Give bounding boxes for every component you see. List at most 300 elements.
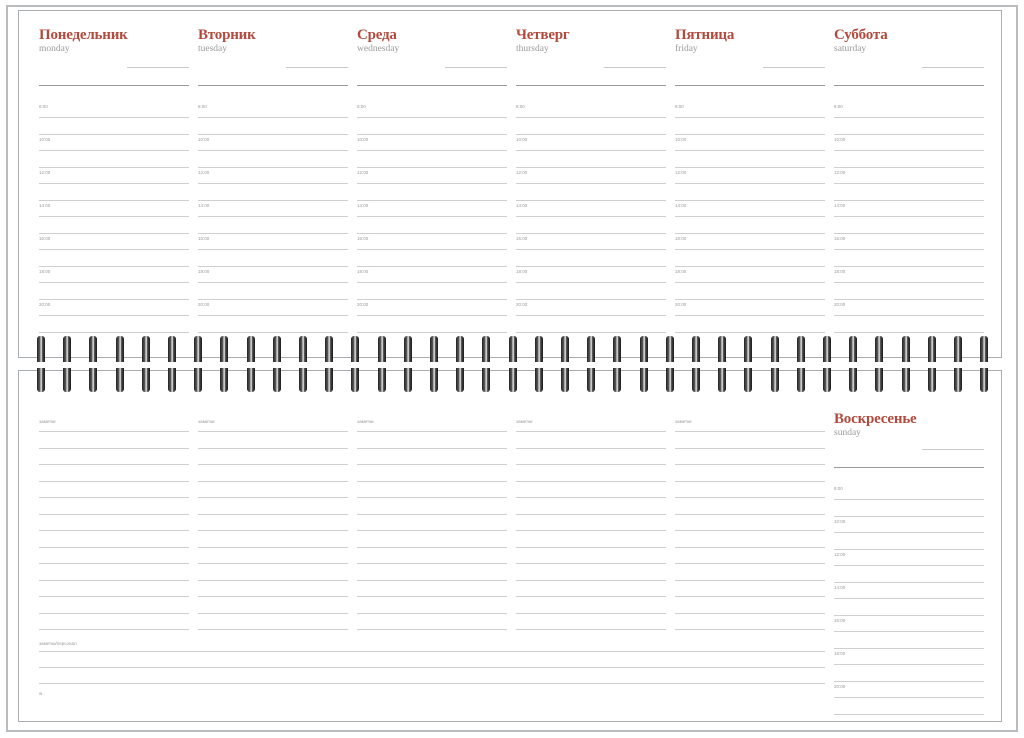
- spiral-coil-icon: [348, 336, 362, 392]
- writing-line[interactable]: [834, 499, 984, 500]
- hour-label: 16:00: [357, 236, 369, 241]
- writing-line[interactable]: [39, 315, 189, 316]
- spiral-coil-icon: [977, 336, 991, 392]
- spiral-coil-icon: [689, 336, 703, 392]
- writing-line[interactable]: [39, 167, 189, 168]
- writing-line[interactable]: [675, 514, 825, 515]
- writing-line[interactable]: [516, 431, 666, 432]
- planner-top-page: [18, 10, 1002, 358]
- date-line: [922, 449, 984, 450]
- writing-line[interactable]: [516, 596, 666, 597]
- notes-column: [39, 419, 189, 639]
- spiral-coil-icon: [375, 336, 389, 392]
- spiral-coil-icon: [113, 336, 127, 392]
- writing-line[interactable]: [198, 299, 348, 300]
- day-subtitle: tuesday: [198, 44, 228, 54]
- writing-line[interactable]: [675, 431, 825, 432]
- writing-line[interactable]: [39, 530, 189, 531]
- spiral-coil-icon: [86, 336, 100, 392]
- writing-line[interactable]: [675, 563, 825, 564]
- writing-line[interactable]: [516, 183, 666, 184]
- spiral-coil-icon: [558, 336, 572, 392]
- writing-line[interactable]: [516, 580, 666, 581]
- hour-label: 16:00: [516, 236, 528, 241]
- coil-gap: [217, 362, 231, 368]
- writing-line[interactable]: [834, 315, 984, 316]
- writing-line[interactable]: [39, 266, 189, 267]
- writing-line[interactable]: [39, 332, 189, 333]
- writing-line[interactable]: [198, 332, 348, 333]
- day-column-saturday: [834, 27, 984, 337]
- hour-label: 14:00: [675, 203, 687, 208]
- footer-notes-label: заметки/персонал: [39, 641, 77, 646]
- writing-line[interactable]: [357, 613, 507, 614]
- writing-line[interactable]: [834, 648, 984, 649]
- writing-line[interactable]: [198, 613, 348, 614]
- writing-line[interactable]: [516, 497, 666, 498]
- writing-line[interactable]: [357, 299, 507, 300]
- day-subtitle: thursday: [516, 44, 549, 54]
- day-title: Четверг: [516, 27, 570, 43]
- writing-line[interactable]: [39, 481, 189, 482]
- writing-line[interactable]: [675, 530, 825, 531]
- writing-line[interactable]: [39, 233, 189, 234]
- writing-line[interactable]: [198, 150, 348, 151]
- writing-line[interactable]: [357, 167, 507, 168]
- spiral-coil-icon: [794, 336, 808, 392]
- coil-gap: [139, 362, 153, 368]
- writing-line[interactable]: [357, 596, 507, 597]
- hour-label: 14:00: [516, 203, 528, 208]
- writing-line[interactable]: [357, 448, 507, 449]
- writing-line[interactable]: [516, 299, 666, 300]
- coil-gap: [977, 362, 991, 368]
- hour-label: 18:00: [834, 651, 846, 656]
- writing-line[interactable]: [198, 629, 348, 630]
- writing-line[interactable]: [834, 582, 984, 583]
- hour-label: 20:00: [675, 302, 687, 307]
- writing-line[interactable]: [516, 514, 666, 515]
- spiral-coil-icon: [872, 336, 886, 392]
- coil-gap: [872, 362, 886, 368]
- hour-label: 14:00: [834, 585, 846, 590]
- writing-line[interactable]: [834, 565, 984, 566]
- writing-line[interactable]: [675, 167, 825, 168]
- hour-label: 10:00: [516, 137, 528, 142]
- writing-line[interactable]: [834, 200, 984, 201]
- writing-line[interactable]: [834, 714, 984, 715]
- hour-label: 12:00: [834, 170, 846, 175]
- header-divider: [834, 467, 984, 468]
- writing-line[interactable]: [834, 664, 984, 665]
- hour-label: 10:00: [357, 137, 369, 142]
- writing-line[interactable]: [357, 200, 507, 201]
- notes-label: заметки: [516, 419, 533, 424]
- writing-line[interactable]: [198, 481, 348, 482]
- writing-line[interactable]: [39, 282, 189, 283]
- hour-label: 14:00: [198, 203, 210, 208]
- writing-line[interactable]: [198, 167, 348, 168]
- writing-line[interactable]: [357, 332, 507, 333]
- writing-line[interactable]: [39, 183, 189, 184]
- writing-line[interactable]: [675, 233, 825, 234]
- hour-label: 8:00: [834, 486, 843, 491]
- writing-line[interactable]: [834, 681, 984, 682]
- writing-line[interactable]: [516, 613, 666, 614]
- spiral-coil-icon: [217, 336, 231, 392]
- writing-line[interactable]: [516, 134, 666, 135]
- spiral-coil-icon: [637, 336, 651, 392]
- coil-gap: [532, 362, 546, 368]
- writing-line[interactable]: [834, 299, 984, 300]
- writing-line[interactable]: [675, 481, 825, 482]
- writing-line[interactable]: [516, 563, 666, 564]
- notes-column: [675, 419, 825, 639]
- writing-line[interactable]: [516, 464, 666, 465]
- writing-line[interactable]: [675, 448, 825, 449]
- hour-label: 16:00: [834, 618, 846, 623]
- hour-label: 10:00: [675, 137, 687, 142]
- writing-line[interactable]: [357, 629, 507, 630]
- hour-label: 16:00: [675, 236, 687, 241]
- header-divider: [198, 85, 348, 86]
- writing-line[interactable]: [516, 530, 666, 531]
- coil-gap: [296, 362, 310, 368]
- coil-gap: [165, 362, 179, 368]
- writing-line[interactable]: [39, 464, 189, 465]
- day-title: Понедельник: [39, 27, 128, 43]
- writing-line[interactable]: [39, 629, 189, 630]
- coil-gap: [60, 362, 74, 368]
- coil-gap: [637, 362, 651, 368]
- writing-line[interactable]: [39, 613, 189, 614]
- writing-line[interactable]: [357, 580, 507, 581]
- coil-gap: [34, 362, 48, 368]
- notes-column: [198, 419, 348, 639]
- writing-line[interactable]: [675, 315, 825, 316]
- header-divider: [834, 85, 984, 86]
- writing-line[interactable]: [198, 233, 348, 234]
- header-divider: [357, 85, 507, 86]
- writing-line[interactable]: [357, 431, 507, 432]
- writing-line[interactable]: [357, 464, 507, 465]
- writing-line[interactable]: [834, 697, 984, 698]
- spiral-binding-icon: [0, 336, 1024, 392]
- coil-gap: [741, 362, 755, 368]
- coil-gap: [794, 362, 808, 368]
- hour-label: 12:00: [357, 170, 369, 175]
- writing-line[interactable]: [675, 150, 825, 151]
- writing-line[interactable]: [198, 249, 348, 250]
- day-column-thursday: [516, 27, 666, 337]
- writing-line[interactable]: [834, 332, 984, 333]
- writing-line[interactable]: [834, 532, 984, 533]
- writing-line[interactable]: [198, 266, 348, 267]
- day-column-friday: [675, 27, 825, 337]
- writing-line[interactable]: [516, 233, 666, 234]
- writing-line[interactable]: [516, 481, 666, 482]
- writing-line[interactable]: [834, 249, 984, 250]
- writing-line[interactable]: [675, 200, 825, 201]
- writing-line[interactable]: [675, 117, 825, 118]
- writing-line[interactable]: [675, 134, 825, 135]
- writing-line[interactable]: [39, 580, 189, 581]
- writing-line[interactable]: [357, 530, 507, 531]
- writing-line[interactable]: [39, 299, 189, 300]
- day-title: Пятница: [675, 27, 735, 43]
- writing-line[interactable]: [357, 282, 507, 283]
- spiral-coil-icon: [899, 336, 913, 392]
- writing-line[interactable]: [675, 547, 825, 548]
- hour-label: 20:00: [357, 302, 369, 307]
- day-subtitle: wednesday: [357, 44, 400, 54]
- spiral-coil-icon: [165, 336, 179, 392]
- writing-line[interactable]: [675, 497, 825, 498]
- writing-line[interactable]: [198, 580, 348, 581]
- writing-line[interactable]: [834, 615, 984, 616]
- spiral-coil-icon: [820, 336, 834, 392]
- writing-line[interactable]: [675, 580, 825, 581]
- hour-label: 20:00: [516, 302, 528, 307]
- writing-line[interactable]: [516, 547, 666, 548]
- day-column-monday: [39, 27, 189, 337]
- hour-label: 10:00: [39, 137, 51, 142]
- writing-line[interactable]: [357, 563, 507, 564]
- writing-line[interactable]: [834, 282, 984, 283]
- coil-gap: [270, 362, 284, 368]
- writing-line[interactable]: [516, 150, 666, 151]
- writing-line[interactable]: [516, 117, 666, 118]
- hour-label: 16:00: [39, 236, 51, 241]
- writing-line[interactable]: [198, 282, 348, 283]
- writing-line[interactable]: [198, 216, 348, 217]
- writing-line[interactable]: [675, 629, 825, 630]
- day-title: Воскресенье: [834, 411, 917, 427]
- writing-line[interactable]: [39, 117, 189, 118]
- writing-line[interactable]: [357, 481, 507, 482]
- day-subtitle: friday: [675, 44, 698, 54]
- writing-line[interactable]: [834, 167, 984, 168]
- spiral-coil-icon: [401, 336, 415, 392]
- writing-line[interactable]: [39, 150, 189, 151]
- writing-line[interactable]: [516, 629, 666, 630]
- writing-line[interactable]: [39, 596, 189, 597]
- hour-label: 18:00: [675, 269, 687, 274]
- writing-line[interactable]: [675, 596, 825, 597]
- day-subtitle: saturday: [834, 44, 867, 54]
- coil-gap: [663, 362, 677, 368]
- writing-line[interactable]: [357, 117, 507, 118]
- writing-line[interactable]: [516, 200, 666, 201]
- writing-line[interactable]: [198, 183, 348, 184]
- writing-line[interactable]: [675, 266, 825, 267]
- writing-line[interactable]: [357, 547, 507, 548]
- footer-writing-line[interactable]: [39, 667, 825, 668]
- writing-line[interactable]: [39, 216, 189, 217]
- writing-line[interactable]: [39, 563, 189, 564]
- day-subtitle: monday: [39, 44, 70, 54]
- writing-line[interactable]: [39, 431, 189, 432]
- writing-line[interactable]: [198, 464, 348, 465]
- writing-line[interactable]: [357, 266, 507, 267]
- writing-line[interactable]: [675, 613, 825, 614]
- coil-gap: [86, 362, 100, 368]
- hour-label: 18:00: [357, 269, 369, 274]
- writing-line[interactable]: [675, 332, 825, 333]
- hour-label: 14:00: [39, 203, 51, 208]
- spiral-coil-icon: [925, 336, 939, 392]
- coil-gap: [191, 362, 205, 368]
- writing-line[interactable]: [39, 514, 189, 515]
- writing-line[interactable]: [834, 216, 984, 217]
- coil-gap: [768, 362, 782, 368]
- writing-line[interactable]: [39, 200, 189, 201]
- writing-line[interactable]: [834, 516, 984, 517]
- writing-line[interactable]: [834, 150, 984, 151]
- writing-line[interactable]: [198, 514, 348, 515]
- coil-gap: [348, 362, 362, 368]
- notes-label: заметки: [198, 419, 215, 424]
- spiral-coil-icon: [60, 336, 74, 392]
- writing-line[interactable]: [357, 216, 507, 217]
- hour-label: 8:00: [198, 104, 207, 109]
- day-column-tuesday: [198, 27, 348, 337]
- writing-line[interactable]: [198, 547, 348, 548]
- day-title: Суббота: [834, 27, 888, 43]
- spiral-coil-icon: [479, 336, 493, 392]
- writing-line[interactable]: [357, 249, 507, 250]
- writing-line[interactable]: [834, 266, 984, 267]
- spiral-coil-icon: [663, 336, 677, 392]
- writing-line[interactable]: [39, 249, 189, 250]
- writing-line[interactable]: [675, 216, 825, 217]
- writing-line[interactable]: [198, 530, 348, 531]
- coil-gap: [401, 362, 415, 368]
- writing-line[interactable]: [357, 315, 507, 316]
- footer-tiny-label: w: [39, 691, 43, 696]
- writing-line[interactable]: [834, 183, 984, 184]
- writing-line[interactable]: [198, 448, 348, 449]
- hour-label: 18:00: [516, 269, 528, 274]
- hour-label: 12:00: [198, 170, 210, 175]
- notes-label: заметки: [675, 419, 692, 424]
- spiral-coil-icon: [427, 336, 441, 392]
- writing-line[interactable]: [357, 233, 507, 234]
- coil-gap: [820, 362, 834, 368]
- writing-line[interactable]: [516, 448, 666, 449]
- coil-gap: [506, 362, 520, 368]
- writing-line[interactable]: [516, 332, 666, 333]
- notes-label: заметки: [39, 419, 56, 424]
- writing-line[interactable]: [39, 497, 189, 498]
- writing-line[interactable]: [39, 547, 189, 548]
- notes-column: [516, 419, 666, 639]
- footer-writing-line[interactable]: [39, 651, 825, 652]
- writing-line[interactable]: [834, 598, 984, 599]
- coil-gap: [925, 362, 939, 368]
- hour-label: 18:00: [834, 269, 846, 274]
- date-line: [445, 67, 507, 68]
- coil-gap: [610, 362, 624, 368]
- date-line: [922, 67, 984, 68]
- writing-line[interactable]: [198, 596, 348, 597]
- coil-gap: [846, 362, 860, 368]
- writing-line[interactable]: [675, 183, 825, 184]
- writing-line[interactable]: [198, 200, 348, 201]
- spiral-coil-icon: [951, 336, 965, 392]
- day-column-sunday: [834, 411, 984, 711]
- writing-line[interactable]: [357, 514, 507, 515]
- writing-line[interactable]: [198, 431, 348, 432]
- spiral-coil-icon: [532, 336, 546, 392]
- hour-label: 8:00: [675, 104, 684, 109]
- writing-line[interactable]: [516, 249, 666, 250]
- writing-line[interactable]: [198, 117, 348, 118]
- writing-line[interactable]: [516, 282, 666, 283]
- writing-line[interactable]: [675, 249, 825, 250]
- day-subtitle: sunday: [834, 428, 861, 438]
- day-title: Среда: [357, 27, 397, 43]
- writing-line[interactable]: [516, 315, 666, 316]
- writing-line[interactable]: [357, 150, 507, 151]
- writing-line[interactable]: [834, 233, 984, 234]
- writing-line[interactable]: [39, 448, 189, 449]
- hour-label: 8:00: [39, 104, 48, 109]
- spiral-coil-icon: [244, 336, 258, 392]
- writing-line[interactable]: [357, 134, 507, 135]
- spiral-coil-icon: [191, 336, 205, 392]
- coil-gap: [689, 362, 703, 368]
- writing-line[interactable]: [357, 183, 507, 184]
- writing-line[interactable]: [516, 167, 666, 168]
- coil-gap: [584, 362, 598, 368]
- spiral-coil-icon: [741, 336, 755, 392]
- hour-label: 12:00: [675, 170, 687, 175]
- hour-label: 12:00: [834, 552, 846, 557]
- writing-line[interactable]: [516, 266, 666, 267]
- day-title: Вторник: [198, 27, 256, 43]
- notes-label: заметки: [357, 419, 374, 424]
- coil-gap: [113, 362, 127, 368]
- writing-line[interactable]: [834, 631, 984, 632]
- hour-label: 14:00: [357, 203, 369, 208]
- writing-line[interactable]: [675, 282, 825, 283]
- writing-line[interactable]: [198, 315, 348, 316]
- hour-label: 12:00: [39, 170, 51, 175]
- writing-line[interactable]: [198, 497, 348, 498]
- writing-line[interactable]: [834, 549, 984, 550]
- writing-line[interactable]: [39, 134, 189, 135]
- spiral-coil-icon: [296, 336, 310, 392]
- writing-line[interactable]: [834, 134, 984, 135]
- writing-line[interactable]: [675, 464, 825, 465]
- footer-writing-line[interactable]: [39, 683, 825, 684]
- coil-gap: [899, 362, 913, 368]
- date-line: [604, 67, 666, 68]
- spiral-coil-icon: [453, 336, 467, 392]
- spiral-coil-icon: [584, 336, 598, 392]
- writing-line[interactable]: [516, 216, 666, 217]
- hour-label: 10:00: [834, 519, 846, 524]
- date-line: [286, 67, 348, 68]
- coil-gap: [951, 362, 965, 368]
- writing-line[interactable]: [198, 563, 348, 564]
- writing-line[interactable]: [198, 134, 348, 135]
- header-divider: [39, 85, 189, 86]
- writing-line[interactable]: [675, 299, 825, 300]
- writing-line[interactable]: [834, 117, 984, 118]
- writing-line[interactable]: [357, 497, 507, 498]
